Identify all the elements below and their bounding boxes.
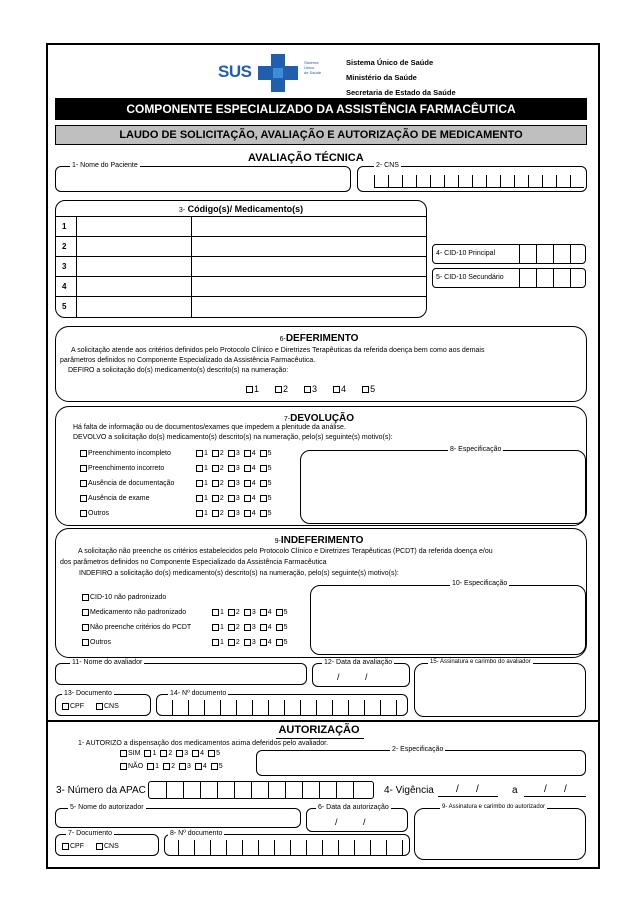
checkbox[interactable] <box>211 763 218 770</box>
checkbox[interactable] <box>244 480 251 487</box>
checkbox[interactable] <box>196 480 203 487</box>
devolucao-text-1: Há falta de informação ou de documentos/exames que impedem a plenitude da análise. <box>73 424 346 431</box>
cpf-checkbox[interactable] <box>62 703 69 710</box>
reason-label: Ausência de exame <box>88 495 150 502</box>
cid-secundario-field[interactable] <box>432 268 586 288</box>
devolucao-especificacao-label: 8- Especificação <box>450 446 502 453</box>
nome-autorizador-field[interactable] <box>55 808 301 828</box>
reason-label: Outros <box>90 639 112 646</box>
checkbox[interactable] <box>260 465 267 472</box>
deferimento-num: 6- <box>279 336 286 343</box>
header-line-3: Secretaria de Estado da Saúde <box>346 88 456 97</box>
checkbox[interactable] <box>244 510 251 517</box>
checkbox[interactable] <box>82 594 89 601</box>
table-row[interactable] <box>56 276 426 296</box>
checkbox[interactable] <box>212 639 219 646</box>
indeferimento-heading <box>0 535 638 546</box>
codigos-rows <box>56 216 426 317</box>
row-number: 5 <box>62 302 67 311</box>
sim-checkbox[interactable] <box>120 750 127 757</box>
date-slash: / <box>337 672 340 682</box>
devolucao-num: 7- <box>283 416 291 423</box>
checkbox[interactable] <box>176 750 183 757</box>
logo-sub-2: Único <box>304 65 315 70</box>
table-row[interactable] <box>56 236 426 256</box>
deferimento-options: 1 2 3 4 5 <box>246 384 379 394</box>
data-autorizacao-label: 6- Data da autorização <box>318 804 389 811</box>
header-line-2: Ministério da Saúde <box>346 73 417 82</box>
checkbox[interactable] <box>228 450 235 457</box>
data-avaliacao-field[interactable] <box>312 663 410 687</box>
table-row[interactable] <box>56 296 426 317</box>
deferimento-text-2: parâmetros definidos no Componente Especializado da Assistência Farmacêutica. <box>60 357 316 364</box>
vigencia-inicio-field[interactable]: / / <box>438 784 498 797</box>
indeferimento-especificacao-field[interactable] <box>310 585 586 655</box>
deferimento-text-1: A solicitação atende aos critérios definidos pelo Protocolo Clínico e Diretrizes Terapêuticas da referida doença bem como aos demais <box>71 347 485 354</box>
logo-sub-1: Sistema <box>304 60 319 65</box>
checkbox[interactable] <box>163 763 170 770</box>
reason-label: Medicamento não padronizado <box>90 609 187 616</box>
checkbox[interactable] <box>246 386 253 393</box>
vigencia-separator: a <box>512 785 518 796</box>
checkbox[interactable] <box>260 510 267 517</box>
codigos-title: Código(s)/ Medicamento(s) <box>187 204 304 214</box>
header-line-1: Sistema Único de Saúde <box>346 58 434 67</box>
num-documento-autorizador-cells[interactable] <box>178 840 403 856</box>
indeferimento-especificacao-label: 10- Especificação <box>452 580 508 587</box>
checkbox[interactable] <box>80 495 87 502</box>
nome-paciente-label: 1- Nome do Paciente <box>72 162 138 169</box>
checkbox[interactable] <box>196 495 203 502</box>
reason-label: Não preenche critérios do PCDT <box>90 624 192 631</box>
row-number: 4 <box>62 282 67 291</box>
autorizacao-divider <box>46 720 600 722</box>
checkbox[interactable] <box>192 750 199 757</box>
devolucao-title: DEVOLUÇÃO <box>290 413 355 424</box>
checkbox[interactable] <box>212 495 219 502</box>
cid-principal-label: 4- CID-10 Principal <box>436 250 496 257</box>
checkbox[interactable] <box>244 609 251 616</box>
date-slash: / <box>365 672 368 682</box>
assinatura-avaliador-field[interactable] <box>414 663 586 717</box>
cpf-checkbox[interactable] <box>62 843 69 850</box>
checkbox[interactable] <box>82 624 89 631</box>
deferimento-heading <box>0 333 638 344</box>
header-lines <box>346 55 456 100</box>
table-row[interactable] <box>56 256 426 276</box>
devolucao-especificacao-field[interactable] <box>300 450 586 524</box>
documento-autorizador-label: 7- Documento <box>68 830 112 837</box>
logo-sub-3: de Saúde <box>304 70 322 75</box>
checkbox[interactable] <box>260 480 267 487</box>
checkbox[interactable] <box>244 450 251 457</box>
checkbox[interactable] <box>275 386 282 393</box>
checkbox[interactable] <box>228 465 235 472</box>
deferimento-title: DEFERIMENTO <box>285 333 359 344</box>
codigos-num: 3- <box>178 207 186 214</box>
row-number: 1 <box>62 222 67 231</box>
checkbox[interactable] <box>144 750 151 757</box>
sus-logo <box>218 54 344 92</box>
documento-avaliador-label: 13- Documento <box>64 690 112 697</box>
assinatura-avaliador-label: 15- Assinatura e carimbo do avaliador <box>430 659 531 665</box>
checkbox[interactable] <box>212 609 219 616</box>
autorizo-sim-row: SIM 1 2 3 4 5 <box>120 750 224 757</box>
documento-avaliador-field: CPF CNS <box>55 694 151 716</box>
checkbox[interactable] <box>362 386 369 393</box>
reason-label: Ausência de documentação <box>88 480 175 487</box>
checkbox[interactable] <box>228 510 235 517</box>
nome-avaliador-label: 11- Nome do avaliador <box>72 659 143 666</box>
checkbox[interactable] <box>228 495 235 502</box>
indeferimento-text-3: INDEFIRO a solicitação do(s) medicamento(s) descrito(s) na numeração, pelo(s) seguinte(s) motivo(s): <box>79 570 399 577</box>
autorizacao-text-1: 1- AUTORIZO a dispensação dos medicamentos acima deferidos pelo avaliador. <box>78 740 329 747</box>
assinatura-autorizador-field[interactable] <box>414 808 586 860</box>
checkbox[interactable] <box>260 450 267 457</box>
subbanner <box>55 125 587 145</box>
devolucao-text-2: DEVOLVO a solicitação do(s) medicamento(s) descrito(s) na numeração, pelo(s) seguinte(s) motivo(s): <box>73 434 393 441</box>
reason-label: Preenchimento incorreto <box>88 465 165 472</box>
checkbox[interactable] <box>333 386 340 393</box>
cns-checkbox[interactable] <box>96 703 103 710</box>
deferimento-text-3: DEFIRO a solicitação do(s) medicamento(s) descrito(s) na numeração: <box>68 367 289 374</box>
vigencia-label: 4- Vigência <box>384 785 434 796</box>
vigencia-fim-field[interactable]: / / <box>524 784 586 797</box>
checkbox[interactable] <box>304 386 311 393</box>
logo-text: SUS <box>218 62 252 81</box>
apac-cells[interactable] <box>148 781 374 799</box>
autorizacao-especificacao-field[interactable] <box>256 750 586 776</box>
indeferimento-text-2: dos parâmetros definidos no Componente Especializado da Assistência Farmacêutica <box>60 559 327 566</box>
checkbox[interactable] <box>260 495 267 502</box>
data-avaliacao-label: 12- Data da avaliação <box>324 659 393 666</box>
nome-avaliador-field[interactable] <box>55 663 307 685</box>
checkbox[interactable] <box>82 609 89 616</box>
checkbox[interactable] <box>228 639 235 646</box>
checkbox[interactable] <box>80 480 87 487</box>
checkbox[interactable] <box>276 624 283 631</box>
checkbox[interactable] <box>244 639 251 646</box>
checkbox[interactable] <box>244 624 251 631</box>
checkbox[interactable] <box>276 609 283 616</box>
autorizacao-especificacao-label: 2- Especificação <box>392 746 444 753</box>
banner-title: COMPONENTE ESPECIALIZADO DA ASSISTÊNCIA FARMACÊUTICA <box>126 102 516 116</box>
indeferimento-text-1: A solicitação não preenche os critérios estabelecidos pelo Protocolo Clínico e Diretrizes Terapêuticas (PCDT) da referida doença e/ou <box>78 548 493 555</box>
indeferimento-num: 9- <box>274 538 281 545</box>
reason-label: Outros <box>88 510 110 517</box>
cid-secundario-label: 5- CID-10 Secundário <box>436 274 504 281</box>
checkbox[interactable] <box>196 465 203 472</box>
cns-checkbox[interactable] <box>96 843 103 850</box>
assinatura-autorizador-label: 9- Assinatura e carimbo do autorizador <box>442 804 546 810</box>
checkbox[interactable] <box>160 750 167 757</box>
indeferimento-title: INDEFERIMENTO <box>280 535 364 546</box>
cns-label: 2- CNS <box>376 162 399 169</box>
checkbox[interactable] <box>244 465 251 472</box>
row-number: 3 <box>62 262 67 271</box>
nome-autorizador-label: 5- Nome do autorizador <box>70 804 144 811</box>
checkbox[interactable] <box>196 450 203 457</box>
autorizo-nao-row: NÃO 1 2 3 4 5 <box>120 763 227 770</box>
checkbox[interactable] <box>244 495 251 502</box>
checkbox[interactable] <box>195 763 202 770</box>
apac-label: 3- Número da APAC <box>56 785 146 796</box>
documento-autorizador-field: CPF CNS <box>55 834 159 856</box>
checkbox[interactable] <box>196 510 203 517</box>
num-documento-autorizador-label: 8- Nº documento <box>170 830 223 837</box>
checkbox[interactable] <box>80 510 87 517</box>
checkbox[interactable] <box>179 763 186 770</box>
checkbox[interactable] <box>276 639 283 646</box>
checkbox[interactable] <box>212 624 219 631</box>
checkbox[interactable] <box>260 639 267 646</box>
cns-cells[interactable] <box>374 175 584 188</box>
checkbox[interactable] <box>228 609 235 616</box>
checkbox[interactable] <box>82 639 89 646</box>
cross-icon <box>258 54 298 92</box>
checkbox[interactable] <box>212 510 219 517</box>
autorizacao-title: AUTORIZAÇÃO <box>278 724 360 736</box>
checkbox[interactable] <box>228 624 235 631</box>
banner <box>55 98 587 120</box>
num-documento-cells[interactable] <box>172 700 397 716</box>
devolucao-heading <box>0 413 638 424</box>
checkbox[interactable] <box>260 624 267 631</box>
checkbox[interactable] <box>80 450 87 457</box>
section-avaliacao-title: AVALIAÇÃO TÉCNICA <box>248 152 364 164</box>
checkbox[interactable] <box>260 609 267 616</box>
cid-principal-field[interactable] <box>432 244 586 264</box>
checkbox[interactable] <box>228 480 235 487</box>
checkbox[interactable] <box>147 763 154 770</box>
nao-checkbox[interactable] <box>120 763 127 770</box>
checkbox[interactable] <box>80 465 87 472</box>
checkbox[interactable] <box>212 465 219 472</box>
reason-label: CID-10 não padronizado <box>90 594 167 601</box>
checkbox[interactable] <box>212 450 219 457</box>
checkbox[interactable] <box>208 750 215 757</box>
checkbox[interactable] <box>212 480 219 487</box>
data-autorizacao-field[interactable]: / / <box>306 808 408 832</box>
table-row[interactable] <box>56 216 426 236</box>
nome-paciente-field[interactable] <box>55 166 351 192</box>
reason-label: Preenchimento incompleto <box>88 450 171 457</box>
num-documento-avaliador-label: 14- Nº documento <box>170 690 227 697</box>
row-number: 2 <box>62 242 67 251</box>
form-title: LAUDO DE SOLICITAÇÃO, AVALIAÇÃO E AUTORIZAÇÃO DE MEDICAMENTO <box>119 129 523 141</box>
